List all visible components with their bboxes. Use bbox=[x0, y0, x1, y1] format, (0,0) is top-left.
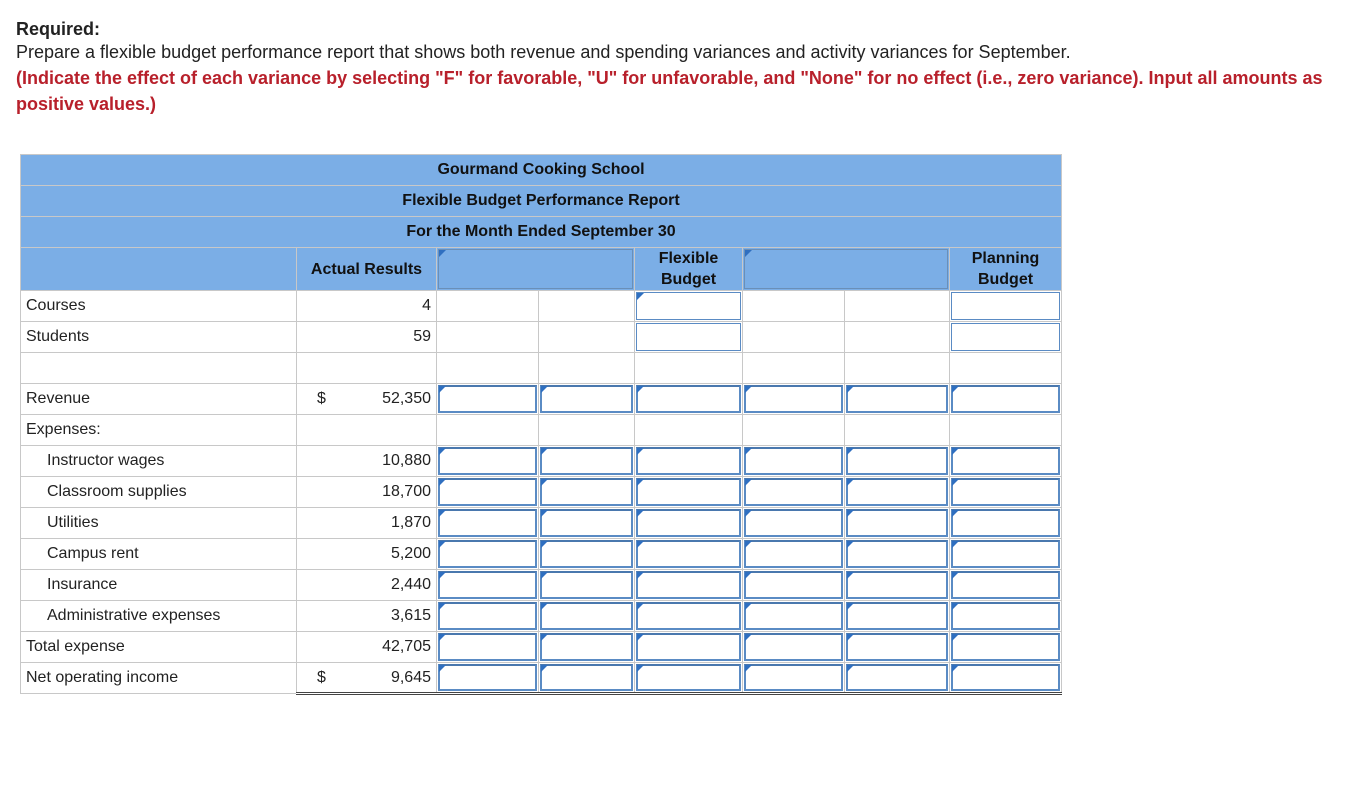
flexible-amount-input[interactable] bbox=[635, 446, 743, 477]
variance-amount-input[interactable] bbox=[437, 477, 539, 508]
activity-variance-input[interactable] bbox=[743, 663, 845, 694]
planning-amount-input[interactable] bbox=[950, 601, 1062, 632]
company-name: Gourmand Cooking School bbox=[21, 155, 1062, 186]
empty-cell bbox=[437, 322, 539, 353]
activity-effect-select[interactable] bbox=[845, 508, 950, 539]
empty-cell bbox=[635, 415, 743, 446]
empty-cell bbox=[437, 353, 539, 384]
variance-amount-input[interactable] bbox=[437, 539, 539, 570]
actual-value: 3,615 bbox=[297, 601, 437, 632]
actual-value: 2,440 bbox=[297, 570, 437, 601]
empty-cell bbox=[950, 415, 1062, 446]
activity-effect-select[interactable] bbox=[845, 446, 950, 477]
row-students bbox=[21, 322, 1062, 353]
flexible-amount-input[interactable] bbox=[635, 570, 743, 601]
activity-variance-input[interactable] bbox=[743, 570, 845, 601]
planning-amount-input[interactable] bbox=[950, 446, 1062, 477]
variance-amount-input[interactable] bbox=[437, 601, 539, 632]
flexible-amount-input[interactable] bbox=[635, 477, 743, 508]
empty-cell bbox=[743, 415, 845, 446]
actual-value-cell bbox=[297, 384, 437, 415]
variance-amount-input[interactable] bbox=[437, 663, 539, 694]
variance-amount-input[interactable] bbox=[437, 508, 539, 539]
activity-variance-input[interactable] bbox=[743, 477, 845, 508]
header-blank bbox=[21, 248, 297, 291]
actual-value-cell bbox=[297, 663, 437, 694]
actual-value: 1,870 bbox=[297, 508, 437, 539]
row-expenses-heading bbox=[21, 415, 1062, 446]
dollar-sign: $ bbox=[317, 669, 326, 686]
activity-variance-input[interactable] bbox=[743, 632, 845, 663]
report-period: For the Month Ended September 30 bbox=[21, 217, 1062, 248]
flexible-amount-input[interactable] bbox=[635, 539, 743, 570]
header-flexible-budget-label: Flexible Budget bbox=[658, 250, 719, 288]
report-title: Flexible Budget Performance Report bbox=[21, 186, 1062, 217]
header-planning-budget-label: Planning Budget bbox=[971, 250, 1040, 288]
empty-cell bbox=[539, 353, 635, 384]
row-label: Utilities bbox=[21, 508, 297, 539]
row-courses bbox=[21, 291, 1062, 322]
activity-effect-select[interactable] bbox=[845, 663, 950, 694]
variance-effect-select[interactable] bbox=[539, 477, 635, 508]
activity-effect-select[interactable] bbox=[845, 601, 950, 632]
empty-cell bbox=[297, 415, 437, 446]
empty-cell bbox=[635, 353, 743, 384]
required-heading: Required: bbox=[16, 19, 101, 39]
actual-value: 42,705 bbox=[297, 632, 437, 663]
empty-cell bbox=[539, 291, 635, 322]
planning-amount-input[interactable] bbox=[950, 570, 1062, 601]
row-label: Students bbox=[21, 322, 297, 353]
row-label: Classroom supplies bbox=[21, 477, 297, 508]
actual-value: 52,350 bbox=[382, 390, 431, 407]
flexible-amount-input[interactable] bbox=[635, 663, 743, 694]
variance-effect-select[interactable] bbox=[539, 384, 635, 415]
row-administrative-expenses bbox=[21, 601, 1062, 632]
flexible-students-input[interactable] bbox=[635, 322, 743, 353]
empty-cell bbox=[845, 291, 950, 322]
empty-cell bbox=[539, 415, 635, 446]
activity-variance-input[interactable] bbox=[743, 508, 845, 539]
actual-value: 9,645 bbox=[390, 669, 431, 686]
activity-effect-select[interactable] bbox=[845, 539, 950, 570]
actual-value: 4 bbox=[297, 291, 437, 322]
header-planning-budget bbox=[950, 248, 1062, 291]
row-revenue bbox=[21, 384, 1062, 415]
row-classroom-supplies bbox=[21, 477, 1062, 508]
row-label: Net operating income bbox=[21, 663, 297, 694]
planning-amount-input[interactable] bbox=[950, 384, 1062, 415]
actual-value: 5,200 bbox=[297, 539, 437, 570]
row-label: Courses bbox=[21, 291, 297, 322]
empty-cell bbox=[297, 353, 437, 384]
row-label: Administrative expenses bbox=[21, 601, 297, 632]
row-utilities bbox=[21, 508, 1062, 539]
activity-effect-select[interactable] bbox=[845, 477, 950, 508]
row-insurance bbox=[21, 570, 1062, 601]
planning-amount-input[interactable] bbox=[950, 508, 1062, 539]
required-body: Prepare a flexible budget performance report that shows both revenue and spending variances and activity variances for September. bbox=[16, 42, 1071, 62]
variance-effect-select[interactable] bbox=[539, 508, 635, 539]
required-note: (Indicate the effect of each variance by selecting "F" for favorable, "U" for unfavorable, and "None" for no effect (i.e., zero variance). Input all amounts as positive values.) bbox=[16, 68, 1323, 114]
variance-effect-select[interactable] bbox=[539, 539, 635, 570]
variance-amount-input[interactable] bbox=[437, 446, 539, 477]
empty-cell bbox=[539, 322, 635, 353]
row-instructor-wages bbox=[21, 446, 1062, 477]
planning-amount-input[interactable] bbox=[950, 632, 1062, 663]
header-actual-results: Actual Results bbox=[297, 248, 437, 291]
activity-effect-select[interactable] bbox=[845, 632, 950, 663]
row-total-expense bbox=[21, 632, 1062, 663]
empty-cell bbox=[845, 322, 950, 353]
variance-effect-select[interactable] bbox=[539, 632, 635, 663]
variance-effect-select[interactable] bbox=[539, 446, 635, 477]
row-label: Expenses: bbox=[21, 415, 297, 446]
row-label: Insurance bbox=[21, 570, 297, 601]
flexible-amount-input[interactable] bbox=[635, 384, 743, 415]
activity-variance-input[interactable] bbox=[743, 601, 845, 632]
planning-amount-input[interactable] bbox=[950, 663, 1062, 694]
flexible-courses-input[interactable] bbox=[635, 291, 743, 322]
row-label: Revenue bbox=[21, 384, 297, 415]
instructions bbox=[16, 18, 1346, 117]
actual-value: 59 bbox=[297, 322, 437, 353]
header-variance-select-2[interactable] bbox=[743, 248, 950, 291]
empty-cell bbox=[845, 353, 950, 384]
row-label: Total expense bbox=[21, 632, 297, 663]
flexible-amount-input[interactable] bbox=[635, 601, 743, 632]
empty-cell bbox=[437, 291, 539, 322]
empty-cell bbox=[437, 415, 539, 446]
activity-variance-input[interactable] bbox=[743, 446, 845, 477]
variance-amount-input[interactable] bbox=[437, 384, 539, 415]
row-campus-rent bbox=[21, 539, 1062, 570]
empty-cell bbox=[950, 353, 1062, 384]
empty-cell bbox=[845, 415, 950, 446]
row-label: Instructor wages bbox=[21, 446, 297, 477]
planning-students-input[interactable] bbox=[950, 322, 1062, 353]
activity-variance-input[interactable] bbox=[743, 539, 845, 570]
header-variance-select-1[interactable] bbox=[437, 248, 635, 291]
activity-variance-input[interactable] bbox=[743, 384, 845, 415]
empty-cell bbox=[743, 291, 845, 322]
variance-amount-input[interactable] bbox=[437, 570, 539, 601]
flexible-amount-input[interactable] bbox=[635, 632, 743, 663]
planning-amount-input[interactable] bbox=[950, 539, 1062, 570]
variance-effect-select[interactable] bbox=[539, 570, 635, 601]
activity-effect-select[interactable] bbox=[845, 384, 950, 415]
planning-amount-input[interactable] bbox=[950, 477, 1062, 508]
empty-cell bbox=[743, 353, 845, 384]
empty-cell bbox=[21, 353, 297, 384]
activity-effect-select[interactable] bbox=[845, 570, 950, 601]
actual-value: 18,700 bbox=[297, 477, 437, 508]
row-net-operating-income bbox=[21, 663, 1062, 694]
variance-effect-select[interactable] bbox=[539, 663, 635, 694]
header-flexible-budget bbox=[635, 248, 743, 291]
performance-report-table bbox=[20, 154, 1062, 695]
row-blank bbox=[21, 353, 1062, 384]
actual-value: 10,880 bbox=[297, 446, 437, 477]
planning-courses-input[interactable] bbox=[950, 291, 1062, 322]
empty-cell bbox=[743, 322, 845, 353]
variance-effect-select[interactable] bbox=[539, 601, 635, 632]
flexible-amount-input[interactable] bbox=[635, 508, 743, 539]
dollar-sign: $ bbox=[317, 390, 326, 407]
column-header-row bbox=[21, 248, 1062, 291]
variance-amount-input[interactable] bbox=[437, 632, 539, 663]
row-label: Campus rent bbox=[21, 539, 297, 570]
